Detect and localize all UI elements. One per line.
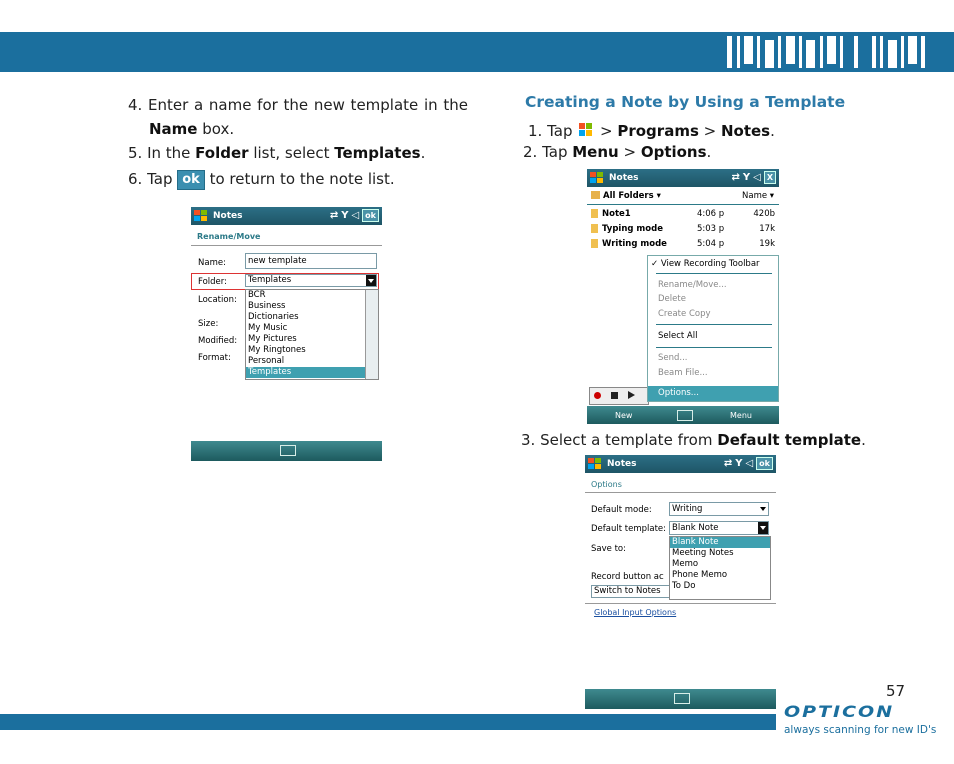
screen2-titlebar [587,169,779,187]
list-item[interactable]: My Music [248,323,288,333]
divider [587,204,779,205]
list-item[interactable]: To Do [672,581,696,591]
note-icon [591,224,598,233]
screen3-title: Notes [607,459,637,469]
note-time: 5:03 p [697,224,725,234]
menu-item-delete[interactable]: Delete [658,294,686,304]
menu-item-view-toolbar[interactable] [651,259,760,269]
menu-item-options[interactable] [648,386,778,401]
menu-divider [656,324,772,325]
screen2-title: Notes [609,173,639,183]
step-6 [128,167,395,191]
step-3-default-template: Default template [717,431,862,449]
step-6-post: to return to the note list. [204,170,395,188]
folder-value: Templates [248,275,292,285]
folder-list[interactable] [245,289,379,380]
chevron-down-icon: ▾ [656,191,661,201]
windows-flag-icon[interactable] [590,172,604,184]
signal-icon[interactable]: Y [341,210,352,221]
step-2-post: . [706,143,712,161]
list-item[interactable]: Business [248,301,286,311]
menu-item-beam[interactable]: Beam File... [658,368,708,378]
menu-divider [656,347,772,348]
note-icon [591,209,598,218]
volume-icon[interactable]: ◁ [351,210,363,221]
screen-notes-menu [587,169,779,424]
screen1-softkey-bar [191,441,382,461]
screen-options [585,455,776,627]
list-item[interactable]: Dictionaries [248,312,299,322]
default-template-value: Blank Note [672,523,719,533]
step-4-text: 4. Enter a name for the new template in the [128,96,468,114]
popup-menu [647,255,779,402]
footer-bar [0,714,776,730]
record-icon[interactable] [594,392,601,399]
folder-label: Folder: [198,277,227,287]
stop-icon[interactable] [611,392,618,399]
options-label: Options... [658,388,699,398]
step-5-folder: Folder [195,144,249,162]
volume-icon[interactable]: ◁ [745,458,757,469]
windows-flag-icon[interactable] [588,458,602,470]
step-6-pre: 6. Tap [128,170,178,188]
screen1-titlebar [191,207,382,225]
step-1-pre: 1. Tap [528,122,578,140]
step-2-gt: > [618,143,641,161]
dropdown-arrow-icon[interactable] [366,275,376,286]
connectivity-icon[interactable]: ⇄ [723,458,736,469]
tagline: always scanning for new ID's [784,724,937,736]
modified-label: Modified: [198,336,238,346]
menu-item-select-all[interactable]: Select All [658,331,698,341]
opticon-logo: OPTICON [784,702,895,722]
play-icon[interactable] [628,391,635,399]
step-5-mid: list, select [248,144,335,162]
folder-select[interactable] [245,274,377,287]
keyboard-icon[interactable] [674,693,690,704]
list-item[interactable]: Personal [248,356,285,366]
recording-toolbar [589,387,649,405]
signal-icon[interactable]: Y [742,172,754,183]
screen1-title: Notes [213,211,243,221]
folder-icon [591,191,600,199]
step-3-pre: 3. Select a template from [521,431,718,449]
step-1-post: . [770,122,775,140]
step-5 [128,141,425,165]
list-item[interactable]: Meeting Notes [672,548,734,558]
connectivity-icon[interactable]: ⇄ [329,210,342,221]
default-mode-label: Default mode: [591,505,652,515]
windows-flag-icon[interactable] [194,210,208,222]
table-row[interactable] [587,207,779,222]
ok-button-icon: ok [177,170,205,190]
step-1-notes: Notes [720,122,771,140]
step-1-gt2: > [698,122,721,140]
note-name: Note1 [602,209,631,219]
note-icon [591,239,598,248]
step-2-options: Options [640,143,707,161]
note-name: Typing mode [602,224,663,234]
screen-rename-move [191,207,382,380]
step-2-pre: 2. Tap [523,143,573,161]
step-5-post: . [420,144,426,162]
default-mode-value: Writing [672,504,703,514]
screen3-ok-button[interactable]: ok [756,457,773,470]
menu-item-send[interactable]: Send... [658,353,688,363]
step-3 [521,428,866,452]
location-label: Location: [198,295,237,305]
chevron-down-icon: ▾ [769,191,775,201]
windows-start-icon [577,122,595,138]
save-to-label: Save to: [591,544,626,554]
close-button[interactable]: X [764,171,776,184]
keyboard-icon[interactable] [677,410,693,421]
note-size: 420b [753,209,775,219]
table-row[interactable] [587,237,779,252]
size-label: Size: [198,319,219,329]
global-input-options-link[interactable]: Global Input Options [594,608,677,617]
table-row[interactable] [587,222,779,237]
screen3-section-title: Options [591,480,622,489]
menu-item-create-copy[interactable]: Create Copy [658,309,711,319]
list-item[interactable]: Phone Memo [672,570,728,580]
section-heading: Creating a Note by Using a Template [525,93,846,111]
name-label: Name: [198,258,226,268]
step-4-name-bold: Name [149,120,198,138]
step-5-templates: Templates [334,144,421,162]
screen2-softkey-bar [587,406,779,424]
keyboard-icon[interactable] [280,445,296,456]
record-button-select[interactable]: Switch to Notes [591,585,671,598]
record-button-label: Record button ac [591,572,664,582]
default-mode-select[interactable] [669,502,769,516]
format-label: Format: [198,353,231,363]
softkey-menu[interactable]: Menu [730,411,752,420]
sort-dropdown[interactable] [742,191,774,201]
list-item[interactable]: BCR [248,290,266,300]
softkey-new[interactable]: New [615,411,633,420]
screen1-section-title: Rename/Move [197,232,261,241]
list-item[interactable]: My Ringtones [248,345,306,355]
checkmark-icon: ✓ [651,259,659,269]
note-name: Writing mode [602,239,667,249]
sort-label: Name [742,191,768,201]
step-4 [128,93,468,141]
scrollbar[interactable] [365,290,378,379]
volume-icon[interactable]: ◁ [753,172,764,183]
list-item-selected[interactable]: Templates [246,367,378,378]
note-size: 19k [759,239,775,249]
screen3-softkey-bar [585,689,776,709]
divider [585,603,776,604]
menu-divider [656,273,772,274]
step-4-tail: box. [197,120,235,138]
template-list[interactable] [669,536,771,600]
screen3-titlebar [585,455,776,473]
folder-dropdown[interactable] [591,191,661,201]
step-5-pre: 5. In the [128,144,196,162]
screen1-ok-button[interactable]: ok [362,209,379,222]
note-time: 4:06 p [697,209,725,219]
folder-dropdown-label: All Folders [603,191,654,201]
note-size: 17k [759,224,775,234]
note-time: 5:04 p [697,239,725,249]
default-template-select[interactable] [669,521,769,535]
step-1-gt: > [595,122,618,140]
divider [191,245,382,246]
dropdown-arrow-icon[interactable] [758,522,768,534]
view-toolbar-label: View Recording Toolbar [660,259,760,269]
step-2-menu: Menu [572,143,619,161]
name-input[interactable]: new template [245,253,377,269]
step-2 [523,140,711,164]
list-item[interactable]: My Pictures [248,334,297,344]
notes-list [587,207,779,252]
list-item-selected[interactable]: Blank Note [670,537,770,548]
default-template-label: Default template: [591,524,666,534]
step-3-post: . [861,431,866,449]
menu-item-rename[interactable]: Rename/Move... [658,280,727,290]
dropdown-arrow-icon[interactable] [758,503,768,515]
list-item[interactable]: Memo [672,559,699,569]
step-1-programs: Programs [617,122,699,140]
divider [585,492,776,493]
connectivity-icon[interactable]: ⇄ [731,172,743,183]
signal-icon[interactable]: Y [735,458,746,469]
page-number: 57 [886,682,906,700]
